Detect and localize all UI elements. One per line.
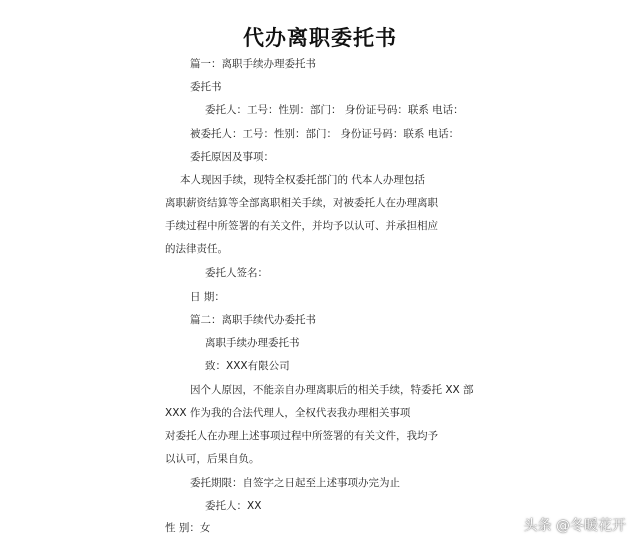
body-line: XXX 作为我的合法代理人，全权代表我办理相关事项	[165, 407, 411, 419]
term-line: 委托期限：自签字之日起至上述事项办完为止	[190, 477, 400, 489]
body-line: 本人现因手续，现特全权委托部门的 代本人办理包括	[180, 174, 425, 186]
body-line: 以认可，后果自负。	[165, 453, 260, 465]
body-line: 离职薪资结算等全部离职相关手续，对被委托人在办理离职	[165, 197, 438, 209]
body-line: 的法律责任。	[165, 243, 228, 255]
signature-label: 委托人签名：	[205, 267, 268, 279]
addressee-line: 致：XXX有限公司	[205, 360, 290, 372]
principal-name-line: 委托人：XX	[205, 500, 262, 512]
body-line: 对委托人在办理上述事项过程中所签署的有关文件，我均予	[165, 430, 438, 442]
section-heading-2: 篇二：离职手续代办委托书	[190, 314, 316, 326]
doc-subtitle: 委托书	[190, 81, 222, 93]
date-label: 日 期：	[190, 291, 225, 303]
document-title: 代办离职委托书	[243, 26, 397, 50]
watermark-text: 头条 @冬暖花开	[523, 518, 626, 534]
body-line: 因个人原因，不能亲自办理离职后的相关手续，特委托 XX 部	[190, 384, 474, 396]
principal-info-line: 委托人：工号：性别：部门： 身份证号码：联系 电话：	[205, 104, 464, 116]
gender-line: 性 别：女	[165, 522, 211, 534]
doc-subtitle-2: 离职手续办理委托书	[205, 337, 300, 349]
body-line: 手续过程中所签署的有关文件，并均予以认可、并承担相应	[165, 220, 438, 232]
section-heading-1: 篇一：离职手续办理委托书	[190, 58, 316, 70]
agent-info-line: 被委托人：工号：性别：部门： 身份证号码：联系 电话：	[190, 128, 460, 140]
reason-heading: 委托原因及事项：	[190, 151, 274, 163]
